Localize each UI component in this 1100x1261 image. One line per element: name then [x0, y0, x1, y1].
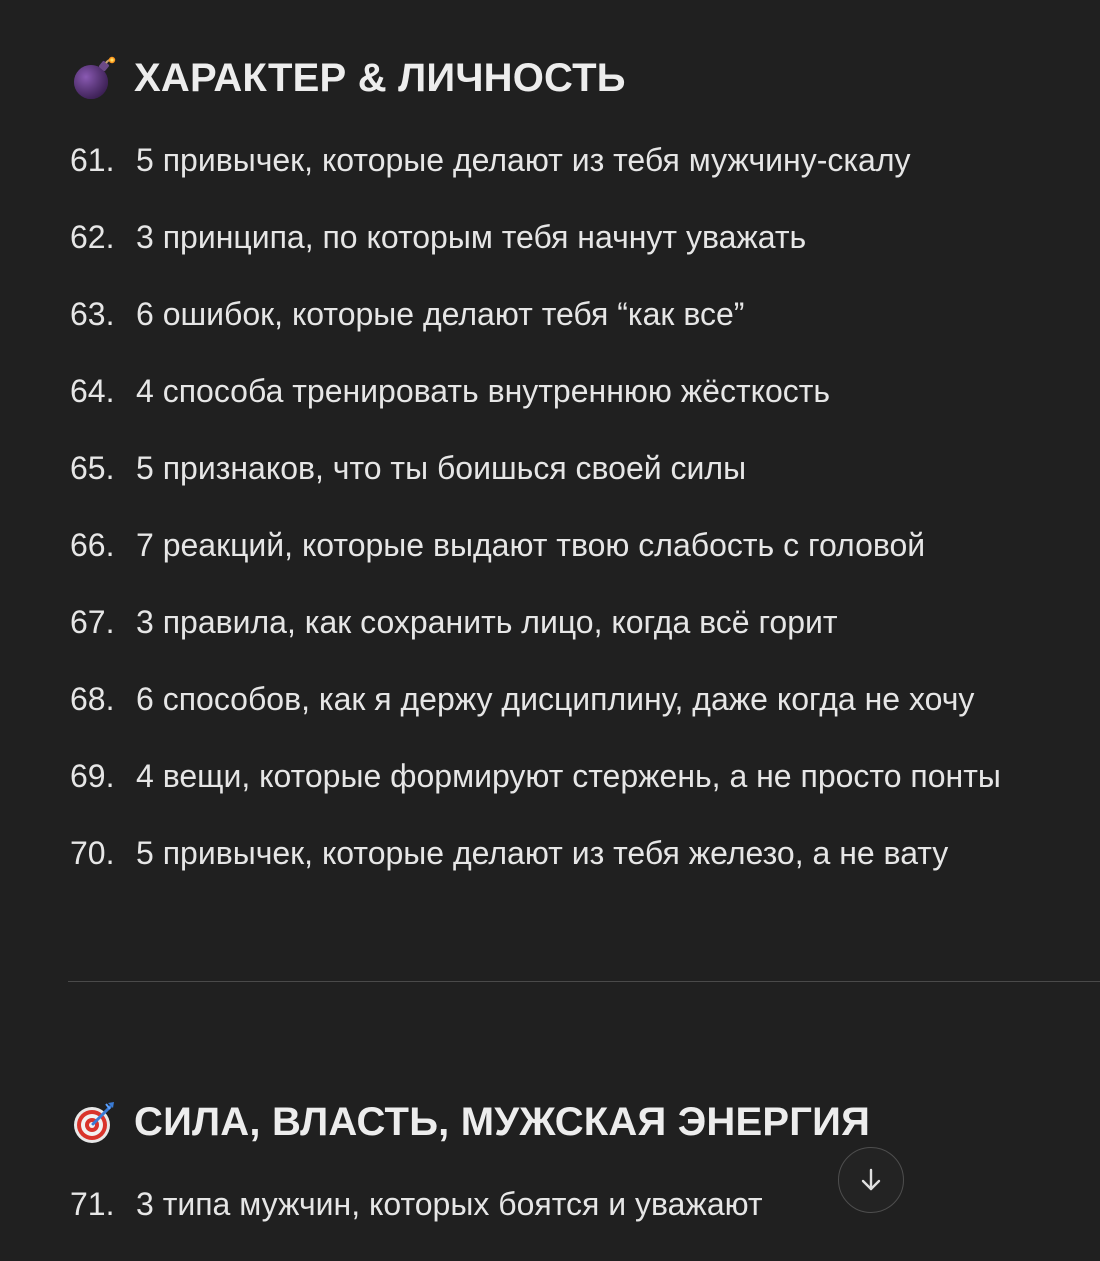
- item-number: 61.: [70, 142, 115, 178]
- item-text: 5 привычек, которые делают из тебя мужчину-скалу: [136, 142, 911, 178]
- arrow-down-icon: [857, 1166, 885, 1194]
- item-number: 71.: [70, 1186, 115, 1222]
- item-number: 64.: [70, 373, 115, 409]
- section-title: ХАРАКТЕР & ЛИЧНОСТЬ: [134, 55, 626, 100]
- topic-list-character: [70, 140, 1001, 910]
- direct-hit-icon: [70, 1098, 118, 1146]
- item-text: 4 способа тренировать внутреннюю жёсткость: [136, 373, 831, 409]
- item-number: 70.: [70, 835, 115, 871]
- item-text: 3 принципа, по которым тебя начнут уважать: [136, 219, 807, 255]
- list-item: [70, 371, 1001, 448]
- item-number: 65.: [70, 450, 115, 486]
- scroll-to-bottom-button[interactable]: [838, 1147, 904, 1213]
- list-item: [70, 294, 1001, 371]
- list-item: [70, 679, 1001, 756]
- list-item: [70, 756, 1001, 833]
- list-item: [70, 833, 1001, 910]
- item-number: 63.: [70, 296, 115, 332]
- item-text: 5 привычек, которые делают из тебя железо, а не вату: [136, 835, 949, 871]
- item-text: 3 типа мужчин, которых боятся и уважают: [136, 1186, 763, 1222]
- item-text: 4 вещи, которые формируют стержень, а не просто понты: [136, 758, 1001, 794]
- item-text: 5 признаков, что ты боишься своей силы: [136, 450, 747, 486]
- topic-list-power: [70, 1184, 763, 1261]
- item-number: 69.: [70, 758, 115, 794]
- item-number: 67.: [70, 604, 115, 640]
- item-number: 68.: [70, 681, 115, 717]
- section-title: СИЛА, ВЛАСТЬ, МУЖСКАЯ ЭНЕРГИЯ: [134, 1099, 871, 1144]
- list-item: [70, 602, 1001, 679]
- item-text: 6 ошибок, которые делают тебя “как все”: [136, 296, 745, 332]
- item-number: 66.: [70, 527, 115, 563]
- section-divider: [68, 981, 1100, 982]
- list-item: [70, 448, 1001, 525]
- list-item: [70, 1184, 763, 1261]
- list-item: [70, 217, 1001, 294]
- bomb-icon: [70, 54, 118, 102]
- section-heading-character: [70, 54, 626, 102]
- item-number: 62.: [70, 219, 115, 255]
- section-heading-power: [70, 1098, 870, 1146]
- list-item: [70, 140, 1001, 217]
- list-item: [70, 525, 1001, 602]
- item-text: 3 правила, как сохранить лицо, когда всё горит: [136, 604, 838, 640]
- item-text: 6 способов, как я держу дисциплину, даже когда не хочу: [136, 681, 975, 717]
- item-text: 7 реакций, которые выдают твою слабость с головой: [136, 527, 926, 563]
